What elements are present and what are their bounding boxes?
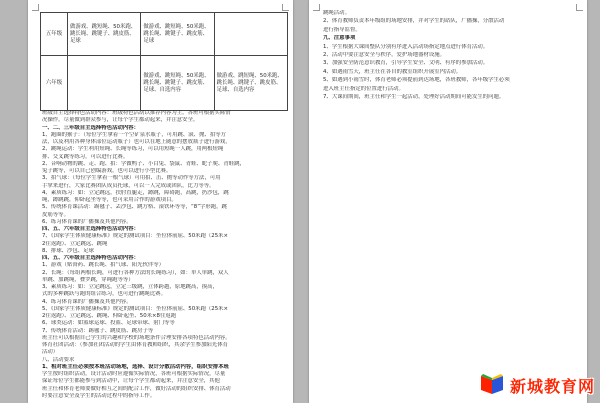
text-line: 2、活动中要注意安全与秩序，爱护场地器材设施。	[323, 52, 446, 58]
text-line: 手掌来进行，大家比赛团队成员托球，可以一人完成或团队，比力等等。	[42, 182, 215, 189]
text-line: 8、排球、沙包、足球	[42, 247, 94, 254]
text-line: 班主任和体育老师要做好相互之间的配合工作，做好活动的组织安排、体育活动	[42, 385, 231, 392]
activity-cell	[68, 13, 141, 56]
activity-cell	[68, 56, 141, 111]
text-line: 学生按时组织活动，设计活动时应遵循实际情况，各班可根据实际情况，尽量	[42, 371, 226, 377]
activity-cell	[214, 13, 287, 56]
text-line: 班级自主选择特色活动内容：班级特色活动以推荐内容为主，各班可根据实际情	[42, 110, 231, 116]
text-line: 活动）	[42, 349, 59, 356]
text-line: 2往返跑）、立定跳远、跳绳、仰卧起坐、50米×8往返跑	[42, 313, 177, 319]
activity-cell	[141, 56, 214, 111]
crop-mark	[576, 4, 583, 11]
left-page	[28, 0, 293, 403]
text-line: 2、音响动物的跳、走、跑、拍：学做鸭子、小白兔、袋鼠、青蛙、蛇子爬、青蛙跳，	[42, 160, 245, 167]
text-line: 时要注意安全及学生的活动过程中的指导工作。	[42, 392, 156, 399]
site-watermark	[478, 368, 598, 400]
text-line: 2、体育教师负责本年级组的场地安排，并对学生的站队，广播操，分散活动	[323, 18, 505, 25]
text-line: 4、练习体育课的广播操及其他内容。	[42, 298, 132, 305]
activity-cell	[141, 13, 214, 56]
text-line: 2、跳绳运动：学生利用短绳、长绳等练习，可以用短绳一人跳，用两根短绳	[42, 146, 224, 153]
text-line: 保证每位学生都能参与到活动中，让每个学生都动起来，并注意安全，其他	[42, 378, 220, 385]
book-logo-icon	[478, 370, 506, 398]
text-line: 4、如遇雨雪天，班主任在各自的教室组织开展室内活动。	[323, 68, 462, 75]
text-line: 九、注意事项	[323, 35, 356, 42]
activity-cell	[214, 56, 287, 111]
text-line: 1、跑圈的猴子：（每位学生拿着一个空矿泉水瓶子，可用跳、滚、抛、拍等方	[42, 131, 227, 138]
text-line: 3、素质练习：如：立定跳远，立定三级跳，立体跨越，原地跳高，摸高，	[42, 284, 218, 290]
activity-cell-text: 做游戏、跳短绳、50米跑、跳长绳、跳键子、跳皮筋、足球	[143, 23, 210, 44]
table-row	[41, 56, 288, 111]
activity-cell-text: 做游戏、跳短绳、50米跑、跳长绳、跳键子、跳皮筋、足球	[70, 23, 137, 44]
text-line: 四、五、六年级自主选择特色活动内容：	[42, 226, 140, 232]
grade-label: 五年级	[41, 13, 68, 56]
text-line: 兔子跳等，可以自己创编游戏，也可以进行小型比赛。	[42, 168, 172, 174]
text-line: 1、学生根据大课间整队分别有序进入活动场指定地点进行体育活动。	[323, 43, 489, 50]
text-line: 四、五、六年级自主选择特色活动内容：	[42, 255, 140, 261]
text-line: 皮筋等等。	[42, 211, 69, 218]
text-line: 法，以及利用各种身体部位运动瓶子）也可以在地上随意的摆放瓶子进行游戏，	[42, 139, 231, 145]
text-line: 式的多种跳跃与跑的组合练习，也可进行跳绳比赛。	[42, 291, 166, 298]
watermark-text: 新城教育网	[510, 377, 596, 396]
text-line: 6、练习体育课的广播操及其他内容。	[42, 218, 132, 225]
text-line: 跳绳活动。	[323, 10, 350, 16]
right-page	[309, 0, 587, 403]
text-line: 绳，蹲跳跳，仰卧起坐等等，也可采用合作的游戏项目。	[42, 197, 177, 203]
text-line: 3、拍气球：（每位学生拿着一根气球）可用拍、击、抛等动作等方法，可用	[42, 175, 221, 182]
text-line: 八、活动要求	[42, 356, 75, 363]
grade-activity-table	[40, 12, 288, 111]
activity-cell-text: 做游戏、跳短绳、50米跑、跳长绳、跳键子、跳皮筋、足球、自选内容	[216, 72, 283, 93]
text-line: 一、二、三年级自主选择特色活动内容：	[42, 124, 140, 131]
text-line: 单跳、加跳绳，叠罗跳，穿绳跑等等）	[42, 276, 134, 283]
text-line: 排、交叉跳等练习，可以进行比赛。	[42, 153, 129, 160]
text-line: 班主任可以根据自己学生的兴趣和学校的场地条件合理安排各项特色活动内容。	[42, 334, 231, 341]
text-line: 4、素质练习：如：立定跳远，扶肘直腿走，蹲跳，障碍跑，高跳，扔沙包，跳	[42, 189, 229, 196]
text-line: 2往返跑）、立定跳远、跳绳	[42, 240, 108, 247]
crop-mark	[282, 4, 289, 11]
text-line: 进入班主任指定的位置进行活动。	[323, 85, 404, 92]
text-line: 5、《国家学生体质健康标准》规定的测试项目：坐位体前屈、50米跑（25米×	[42, 305, 229, 312]
text-line: 体育社团活动：（参加社团活动的学生由体育教师组织，其余学生参加阳光体育	[42, 342, 228, 348]
text-line: 3、加强安全防范意识教育，引导学生安全、文明、有序的参加活动。	[323, 60, 489, 67]
text-line: 进行指导监督。	[323, 26, 361, 33]
text-line: 7、《国家学生体质健康标准》规定的测试项目：坐位体前屈、50米跑（25米×	[42, 233, 229, 240]
crop-mark	[32, 4, 39, 11]
crop-mark	[313, 4, 320, 11]
text-line: 1、相对班主任必须按本班活动场地，选择、设计分散活动内容，组织安排本班	[42, 363, 230, 370]
text-line: 况操作，尽量做到群众参与，让每个学生都动起来，并注意安全。	[42, 117, 199, 124]
text-line: 5、如遇到小雨雪时，体育老师必须提前到达场地，各班教师，各年级学生必须	[323, 77, 510, 84]
text-line: 1、游戏（贴膏药、跳长绳、拍气球、阳光伙伴等）	[42, 262, 165, 269]
text-line: 2、长绳：（每组两根长绳，可进行各种方法的长绳练习），如：单人单跳，双人	[42, 269, 229, 276]
text-line: 6、球类运动：如篮球运球、投篮、足球带球、射门等等	[42, 320, 175, 327]
grade-label: 六年级	[41, 56, 68, 111]
text-line: 7、传统体育活动：踢毽子、跳皮筋、跳房子等	[42, 327, 154, 334]
table-row	[41, 13, 288, 56]
activity-cell-text: 做游戏、跳短绳、50米跑、跳长绳、跳键子、跳皮筋、足球、自选内容	[143, 72, 210, 93]
text-line: 7、大课间期间，班主任和学生一起活动，处理好活动期间可能发生的问题。	[323, 94, 505, 100]
text-line: 5、传统体育课活动：踢毽子、丢沙包、跳方格、滚铁环等等，“8”字形跑，跳	[42, 204, 227, 211]
